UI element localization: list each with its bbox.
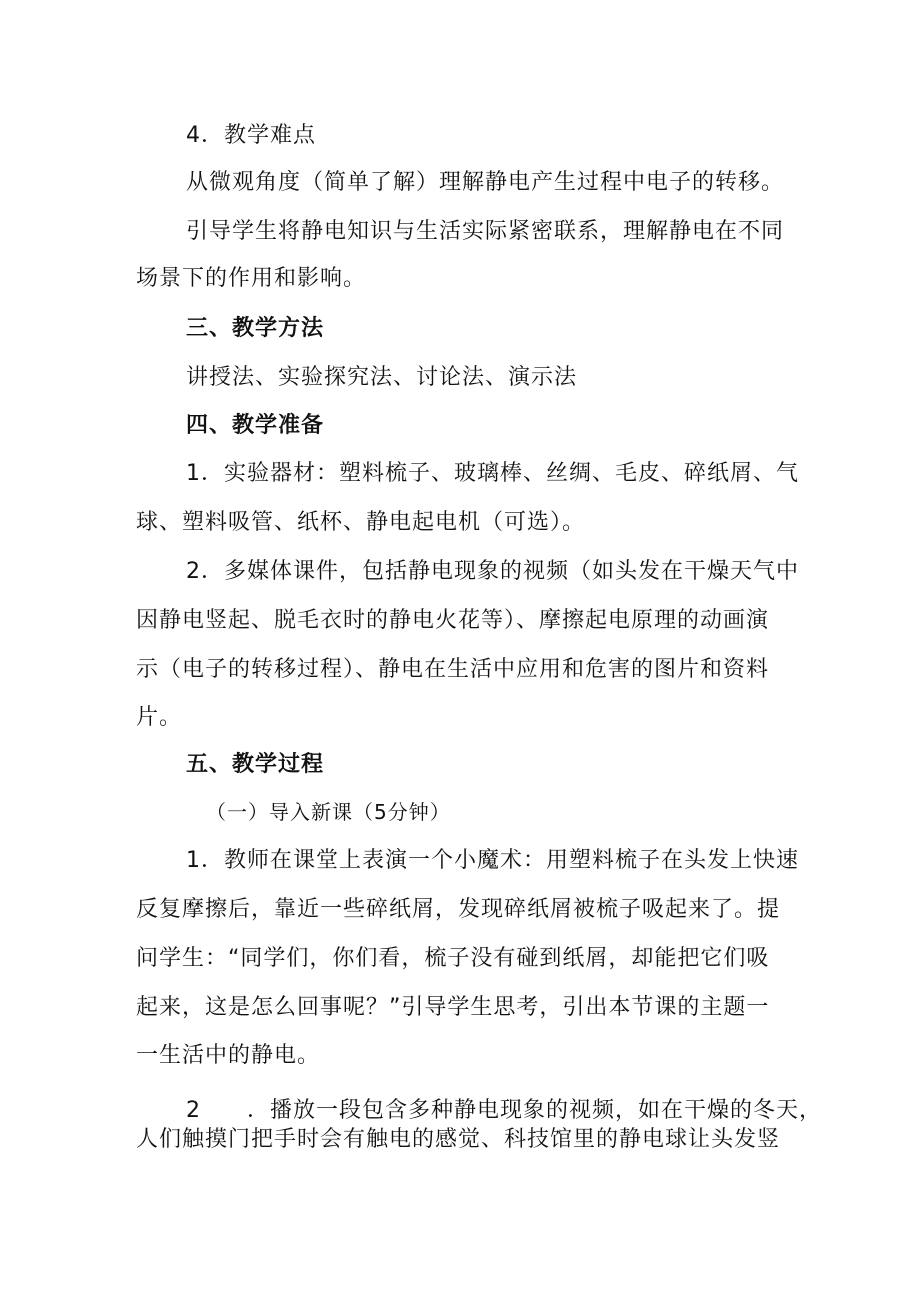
paragraph-line: 一生活中的静电。 — [136, 1043, 321, 1068]
paragraph-line: 起来，这是怎么回事呢？”引导学生思考，引出本节课的主题一 — [136, 995, 770, 1020]
list-item-line: 球、塑料吸管、纸杯、静电起电机（可选）。 — [136, 510, 586, 535]
paragraph-line: 引导学生将静电知识与生活实际紧密联系，理解静电在不同 — [186, 219, 785, 244]
paragraph-line: 讲授法、实验探究法、讨论法、演示法 — [186, 365, 578, 390]
section-heading-teaching-process: 五、教学过程 — [186, 752, 325, 777]
section-heading-teaching-methods: 三、教学方法 — [186, 316, 325, 341]
paragraph-line: 2 ．播放一段包含多种静电现象的视频，如在干燥的冬天， — [186, 1098, 822, 1123]
subsection-heading-intro: （一）导入新课（5分钟） — [206, 800, 451, 824]
paragraph-line: 场景下的作用和影响。 — [136, 266, 367, 291]
paragraph-line: 人们触摸门把手时会有触电的感觉、科技馆里的静电球让头发竖 — [136, 1127, 781, 1152]
paragraph-line: 问学生：“同学们，你们看，梳子没有碰到纸屑，却能把它们吸 — [136, 946, 770, 971]
list-item-line: 片。 — [136, 705, 183, 730]
section-heading-teaching-preparation: 四、教学准备 — [186, 413, 325, 438]
paragraph-line: 从微观角度（简单了解）理解静电产生过程中电子的转移。 — [186, 170, 785, 195]
paragraph-line: 1．教师在课堂上表演一个小魔术：用塑料梳子在头发上快速 — [186, 848, 799, 873]
list-item-line: 示（电子的转移过程）、静电在生活中应用和危害的图片和资料 — [136, 657, 770, 682]
section-heading-teaching-difficulty: 4．教学难点 — [186, 123, 316, 148]
list-item-line: 1．实验器材：塑料梳子、玻璃棒、丝绸、毛皮、碎纸屑、气 — [186, 461, 799, 486]
paragraph-line: 反复摩擦后，靠近一些碎纸屑，发现碎纸屑被梳子吸起来了。提 — [136, 897, 781, 922]
list-item-line: 因静电竖起、脱毛衣时的静电火花等）、摩擦起电原理的动画演 — [136, 608, 770, 633]
list-item-line: 2．多媒体课件，包括静电现象的视频（如头发在干燥天气中 — [186, 559, 799, 584]
